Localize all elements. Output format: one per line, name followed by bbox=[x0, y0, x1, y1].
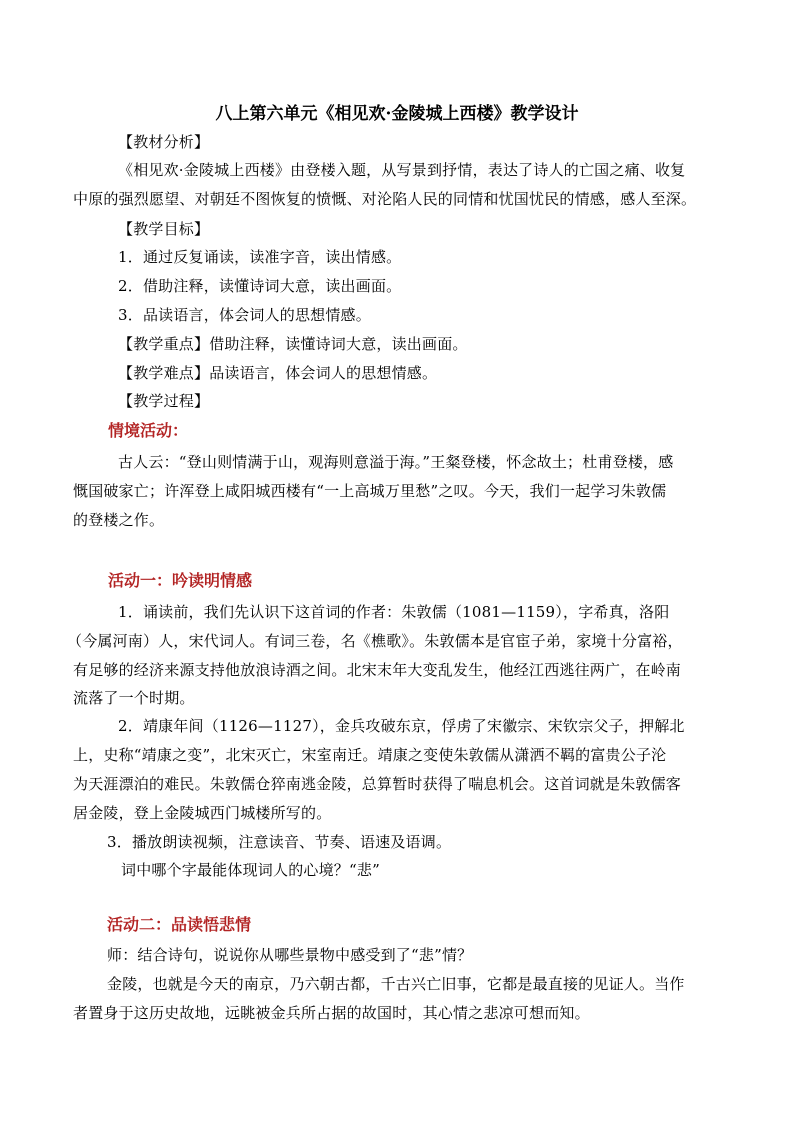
key-point: 【教学重点】借助注释，读懂诗词大意，读出画面。 bbox=[118, 335, 468, 353]
paragraph-line: 古人云：“登山则情满于山，观海则意溢于海。”王粲登楼，怀念故土；杜甫登楼，感 bbox=[118, 453, 674, 471]
paragraph-line: 金陵，也就是今天的南京，乃六朝古都，千古兴亡旧事，它都是最直接的见证人。当作 bbox=[107, 975, 685, 993]
paragraph-line: 中原的强烈愿望、对朝廷不图恢复的愤慨、对沦陷人民的同情和忧国忧民的情感，感人至深。 bbox=[73, 190, 697, 208]
paragraph-line: 慨国破家亡；许浑登上咸阳城西楼有“一上高城万里愁”之叹。今天，我们一起学习朱敦儒 bbox=[73, 482, 667, 500]
paragraph-line: （今属河南）人，宋代词人。有词三卷，名《樵歌》。朱敦儒本是官宦子弟，家境十分富裕， bbox=[67, 632, 683, 650]
paragraph-line: 《相见欢·金陵城上西楼》由登楼入题，从写景到抒情，表达了诗人的亡国之痛、收复 bbox=[118, 161, 686, 179]
activity-heading-two: 活动二：品读悟悲情 bbox=[107, 915, 252, 934]
section-heading-process: 【教学过程】 bbox=[118, 392, 210, 410]
paragraph-line: 者置身于这历史故地，远眺被金兵所占据的故国时，其心情之悲凉可想而知。 bbox=[73, 1004, 590, 1022]
paragraph-line: 有足够的经济来源支持他放浪诗酒之间。北宋末年大变乱发生，他经江西逃往两广，在岭南 bbox=[73, 661, 682, 679]
paragraph-line: 居金陵，登上金陵城西门城楼所写的。 bbox=[73, 804, 332, 822]
paragraph-line: 1．诵读前，我们先认识下这首词的作者：朱敦儒（1081—1159），字希真，洛阳 bbox=[118, 603, 670, 621]
activity-heading-one: 活动一：吟读明情感 bbox=[108, 571, 253, 590]
paragraph-line: 上，史称“靖康之变”，北宋灭亡，宋室南迁。靖康之变使朱敦儒从潇洒不羁的富贵公子沦 bbox=[73, 746, 667, 764]
document-title: 八上第六单元《相见欢·金陵城上西楼》教学设计 bbox=[215, 104, 579, 124]
paragraph-line: 师：结合诗句，说说你从哪些景物中感受到了“悲”情？ bbox=[107, 946, 473, 964]
paragraph-line: 为天涯漂泊的难民。朱敦儒仓猝南逃金陵，总算暂时获得了喘息机会。这首词就是朱敦儒客 bbox=[73, 775, 682, 793]
paragraph-line: 词中哪个字最能体现词人的心境？“悲” bbox=[121, 861, 380, 879]
section-heading-goals: 【教学目标】 bbox=[118, 220, 210, 238]
paragraph-line: 3．播放朗读视频，注意读音、节奏、语速及语调。 bbox=[107, 833, 452, 851]
goal-item: 2．借助注释，读懂诗词大意，读出画面。 bbox=[118, 277, 402, 295]
goal-item: 1．通过反复诵读，读准字音，读出情感。 bbox=[118, 248, 402, 266]
paragraph-line: 流落了一个时期。 bbox=[73, 689, 195, 707]
goal-item: 3．品读语言，体会词人的思想情感。 bbox=[118, 306, 371, 324]
paragraph-line: 2．靖康年间（1126—1127），金兵攻破东京，俘虏了宋徽宗、宋钦宗父子，押解北 bbox=[118, 717, 685, 735]
section-heading-material: 【教材分析】 bbox=[118, 133, 210, 151]
paragraph-line: 的登楼之作。 bbox=[73, 511, 165, 529]
activity-heading-context: 情境活动： bbox=[108, 421, 189, 440]
difficulty-point: 【教学难点】品读语言，体会词人的思想情感。 bbox=[118, 364, 438, 382]
